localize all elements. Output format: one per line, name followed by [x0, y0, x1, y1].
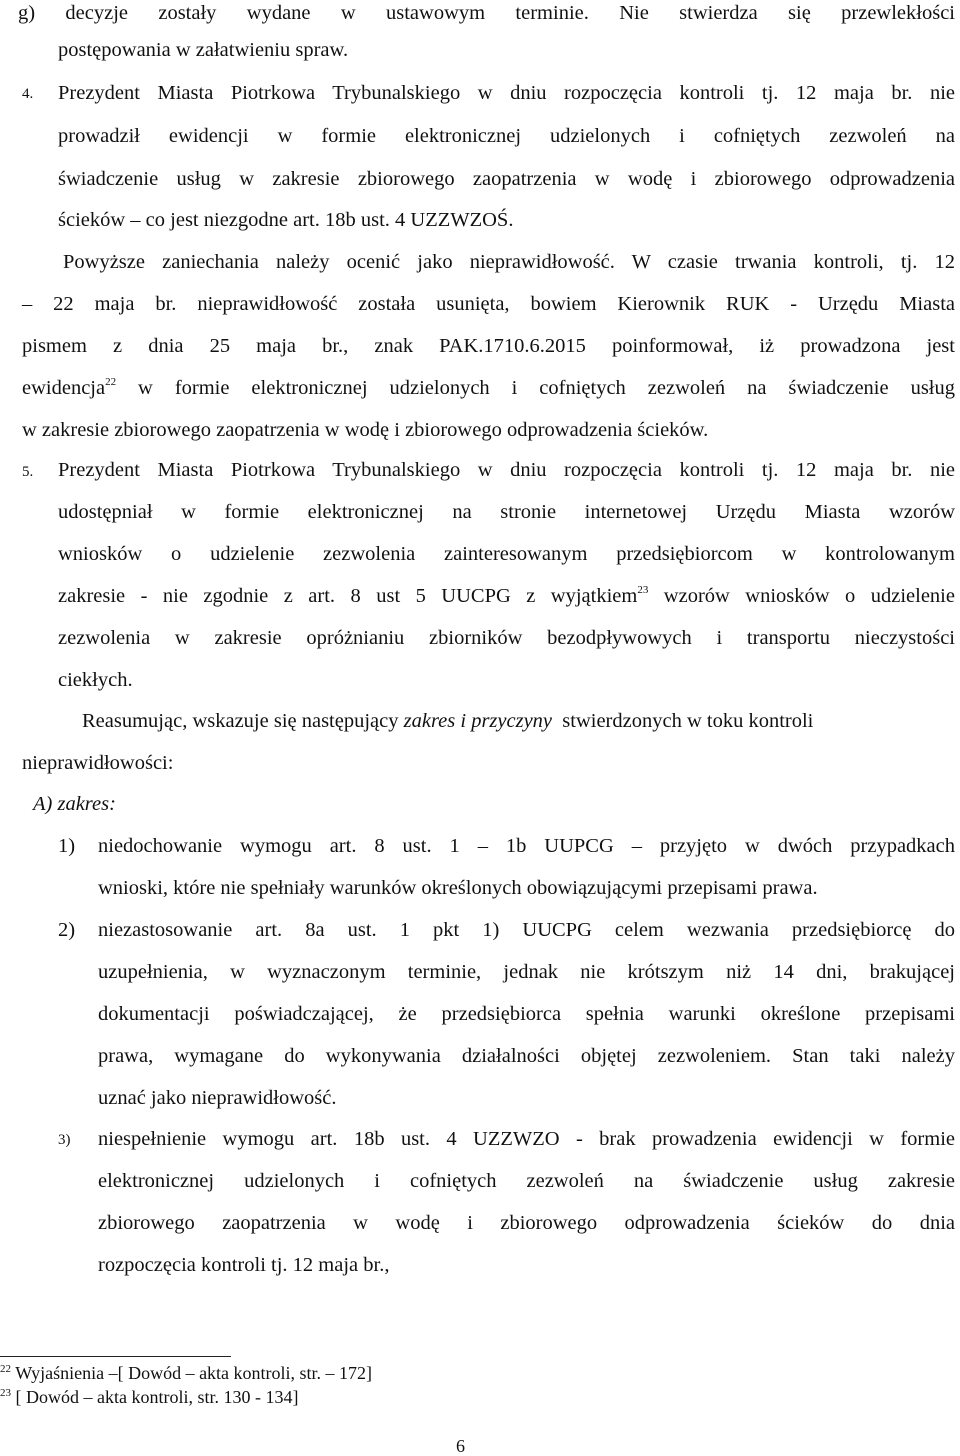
summary-text: Reasumując, wskazuje się następujący: [82, 710, 404, 732]
footnote-ref-22: 22: [105, 376, 117, 388]
note-text: w formie elektronicznej udzielonych i cofniętych zezwoleń na świadczenie usług: [116, 377, 955, 399]
list-item-line: uznać jako nieprawidłowość.: [98, 1087, 337, 1109]
item-5-line: ciekłych.: [58, 669, 133, 691]
note-line: w zakresie zbiorowego zaopatrzenia w wodę i zbiorowego odprowadzenia ścieków.: [22, 419, 709, 441]
list-item-line: niespełnienie wymogu art. 18b ust. 4 UZZWZO - brak prowadzenia ewidencji w formie: [98, 1128, 955, 1150]
footnote-number: 22: [0, 1363, 11, 1375]
list-item-line: wnioski, które nie spełniały warunków określonych obowiązującymi przepisami prawa.: [98, 877, 818, 899]
note-line: Powyższe zaniechania należy ocenić jako nieprawidłowość. W czasie trwania kontroli, tj. 12: [63, 251, 955, 273]
summary-line: [82, 711, 813, 732]
item-4-line: Prezydent Miasta Piotrkowa Trybunalskiego w dniu rozpoczęcia kontroli tj. 12 maja br. nie: [58, 82, 955, 104]
summary-emphasis: zakres i przyczyny: [403, 710, 553, 732]
list-number: 2): [58, 919, 76, 941]
list-item-line: niezastosowanie art. 8a ust. 1 pkt 1) UUCPG celem wezwania przedsiębiorcę do: [98, 919, 955, 941]
item-5-line: Prezydent Miasta Piotrkowa Trybunalskiego w dniu rozpoczęcia kontroli tj. 12 maja br. nie: [58, 459, 955, 481]
note-line: pismem z dnia 25 maja br., znak PAK.1710.6.2015 poinformował, iż prowadzona jest: [22, 335, 955, 357]
item-4-line: świadczenie usług w zakresie zbiorowego zaopatrzenia w wodę i zbiorowego odprowadzenia: [58, 168, 955, 190]
item-4-line: prowadził ewidencji w formie elektronicznej udzielonych i cofniętych zezwoleń na: [58, 125, 955, 147]
list-number: 1): [58, 835, 76, 857]
list-item-line: dokumentacji poświadczającej, że przedsiębiorca spełnia warunki określone przepisami: [98, 1003, 955, 1025]
footnote-separator: [0, 1356, 231, 1357]
item-5-text: zakresie - nie zgodnie z art. 8 ust 5 UUCPG z wyjątkiem: [58, 585, 638, 607]
item-g-line: postępowania w załatwieniu spraw.: [58, 39, 349, 61]
summary-line: nieprawidłowości:: [22, 752, 174, 774]
note-line: – 22 maja br. nieprawidłowość została usunięta, bowiem Kierownik RUK - Urzędu Miasta: [22, 293, 955, 315]
footnote-ref-23: 23: [637, 584, 649, 596]
item-4-line: ścieków – co jest niezgodne art. 18b ust. 4 UZZWZOŚ.: [58, 209, 514, 231]
item-5-line: wniosków o udzielenie zezwolenia zainteresowanym przedsiębiorcom w kontrolowanym: [58, 543, 955, 565]
item-5-line: [58, 586, 955, 607]
list-item-line: niedochowanie wymogu art. 8 ust. 1 – 1b UUPCG – przyjęto w dwóch przypadkach: [98, 835, 955, 857]
footnote-text: [ Dowód – akta kontroli, str. 130 - 134]: [15, 1387, 299, 1407]
note-line: [22, 378, 955, 399]
section-heading: A) zakres:: [33, 793, 116, 815]
note-text: ewidencja: [22, 377, 106, 399]
list-item-line: uzupełnienia, w wyznaczonym terminie, jednak nie krótszym niż 14 dni, brakującej: [98, 961, 955, 983]
summary-text: stwierdzonych w toku kontroli: [552, 710, 814, 732]
item-5-line: zezwolenia w zakresie opróżnianiu zbiorników bezodpływowych i transportu nieczystości: [58, 627, 955, 649]
footnote-text: Wyjaśnienia –[ Dowód – akta kontroli, str. – 172]: [15, 1363, 373, 1383]
footnote: [0, 1364, 372, 1382]
item-4-number: 4.: [22, 86, 34, 102]
item-5-line: udostępniał w formie elektronicznej na stronie internetowej Urzędu Miasta wzorów: [58, 501, 955, 523]
item-g-line: g) decyzje zostały wydane w ustawowym terminie. Nie stwierdza się przewlekłości: [18, 2, 955, 24]
footnote: [0, 1388, 298, 1406]
list-item-line: zbiorowego zaopatrzenia w wodę i zbiorowego odprowadzenia ścieków do dnia: [98, 1212, 955, 1234]
page-number: 6: [456, 1436, 465, 1456]
list-item-line: elektronicznej udzielonych i cofniętych zezwoleń na świadczenie usług zakresie: [98, 1170, 955, 1192]
item-5-text: wzorów wniosków o udzielenie: [648, 585, 955, 607]
list-number: 3): [58, 1132, 71, 1148]
list-item-line: rozpoczęcia kontroli tj. 12 maja br.,: [98, 1254, 390, 1276]
item-5-number: 5.: [22, 464, 34, 480]
footnote-number: 23: [0, 1387, 11, 1399]
list-item-line: prawa, wymagane do wykonywania działalności objętej zezwoleniem. Stan taki należy: [98, 1045, 955, 1067]
